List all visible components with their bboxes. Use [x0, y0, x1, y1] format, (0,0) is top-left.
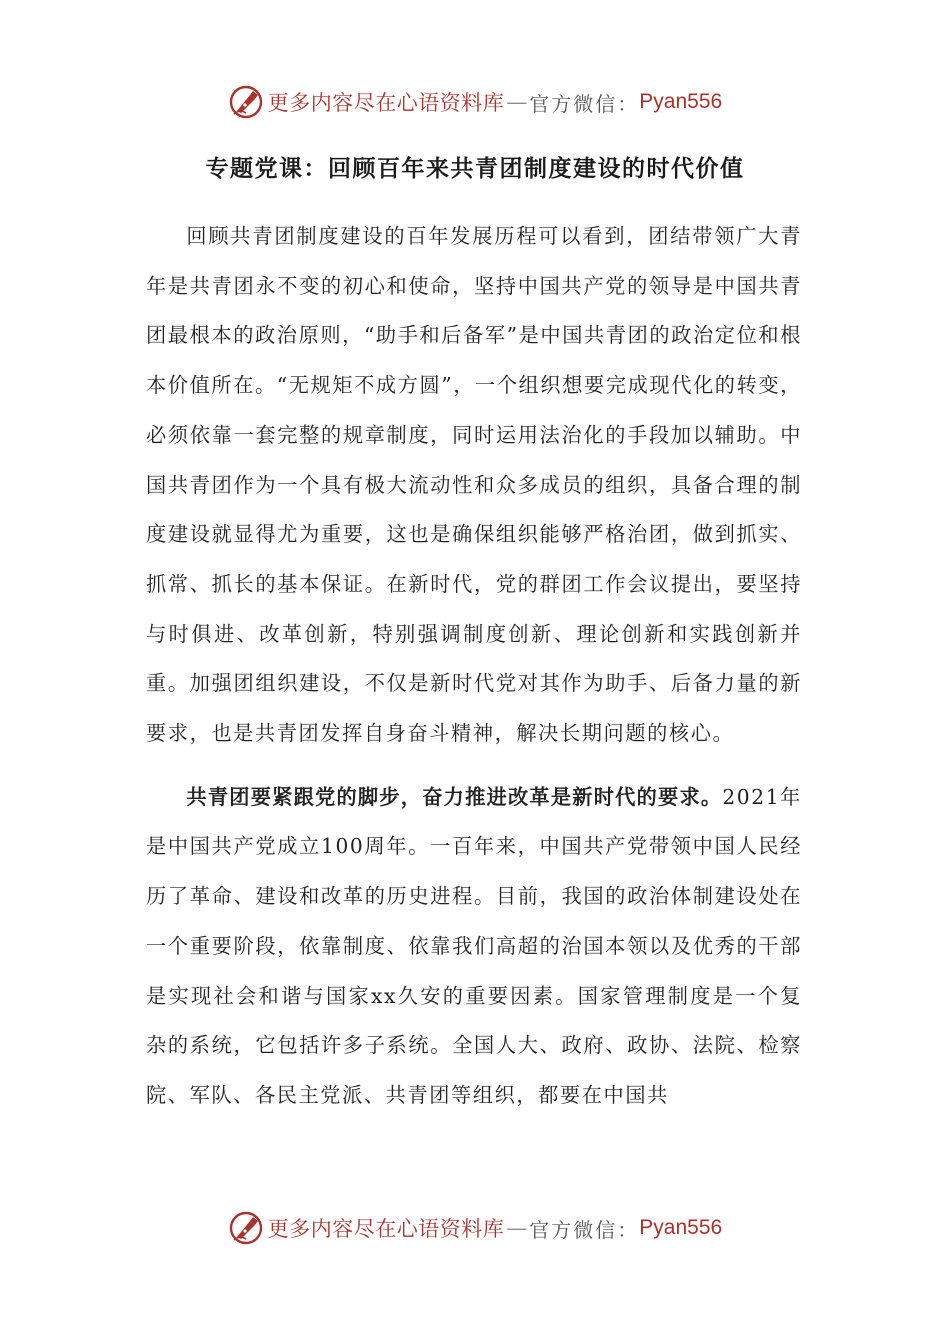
- paragraph-1-text: 回顾共青团制度建设的百年发展历程可以看到，团结带领广大青年是共青团永不变的初心和使命，坚持中国共产党的领导是中国共青团最根本的政治原则，“助手和后备军”是中国共青团的政治定位和根本价值所在。“无规矩不成方圆”，一个组织想要完成现代化的转变，必须依靠一套完整的规章制度，同时运用法治化的手段加以辅助。中国共青团作为一个具有极大流动性和众多成员的组织，具备合理的制度建设就显得尤为重要，这也是确保组织能够严格治团，做到抓实、抓常、抓长的基本保证。在新时代，党的群团工作会议提出，要坚持与时俱进、改革创新，特别强调制度创新、理论创新和实践创新并重。加强团组织建设，不仅是新时代党对其作为助手、后备力量的新要求，也是共青团发挥自身奋斗精神，解决长期问题的核心。: [146, 224, 802, 746]
- banner-wechat-handle: Pyan556: [639, 1216, 723, 1239]
- paragraph-2-text: 2021年是中国共产党成立100周年。一百年来，中国共产党带领中国人民经历了革命、建设和改革的历史进程。目前，我国的政治体制建设处在一个重要阶段，依靠制度、依靠我们高超的治国本领以及优秀的干部是实现社会和谐与国家xx久安的重要因素。国家管理制度是一个复杂的系统，它包括许多子系统。全国人大、政府、政协、法院、检察院、军队、各民主党派、共青团等组织，都要在中国共: [146, 784, 802, 1107]
- banner-brand-text: 更多内容尽在心语资料库: [267, 1217, 505, 1241]
- document-title: 专题党课：回顾百年来共青团制度建设的时代价值: [205, 156, 745, 182]
- banner-dash: —: [506, 1216, 528, 1240]
- pen-nib-logo-icon: [228, 1210, 264, 1246]
- banner-wechat-handle: Pyan556: [639, 90, 723, 113]
- banner-brand-text: 更多内容尽在心语资料库: [267, 91, 505, 115]
- footer-banner: [0, 1208, 950, 1248]
- banner-wechat-label: 官方微信：: [529, 1217, 640, 1242]
- paragraph-2: [146, 773, 802, 1121]
- paragraph-2-lead: 共青团要紧跟党的脚步，奋力推进改革是新时代的要求。: [186, 784, 723, 809]
- banner-wechat-label: 官方微信：: [529, 91, 640, 116]
- header-banner: [0, 82, 950, 122]
- paragraph-1: [146, 212, 802, 759]
- banner-dash: —: [506, 90, 528, 114]
- document-body: [146, 212, 802, 1121]
- pen-nib-logo-icon: [228, 84, 264, 120]
